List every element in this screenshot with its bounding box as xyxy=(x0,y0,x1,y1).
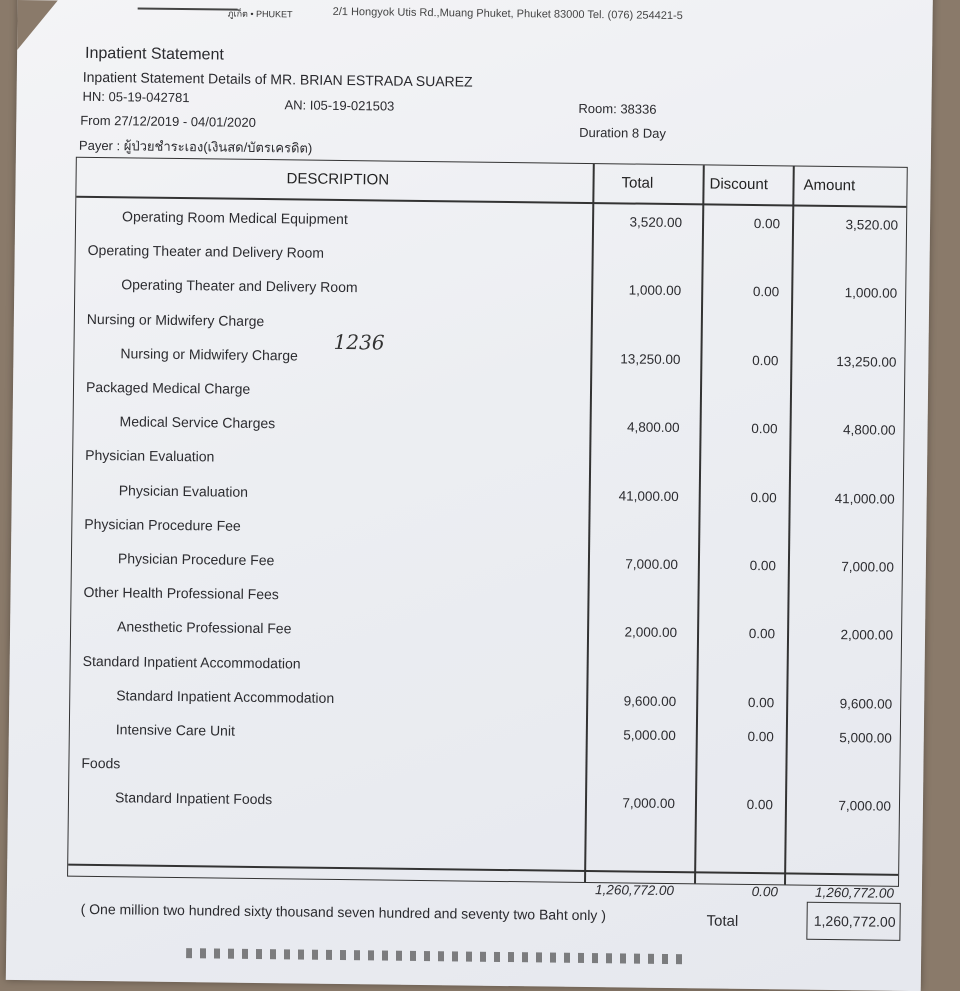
line-item-total: 9,600.00 xyxy=(623,693,677,709)
document-title: Inpatient Statement xyxy=(85,44,224,64)
line-item-description: Standard Inpatient Foods xyxy=(114,789,273,808)
header-total: Total xyxy=(621,174,654,192)
subtotal-discount: 0.00 xyxy=(751,884,779,900)
folded-corner xyxy=(17,0,58,50)
line-item-amount: 7,000.00 xyxy=(838,798,892,815)
subtotal-amount: 1,260,772.00 xyxy=(814,884,894,901)
footer-print-strip xyxy=(186,948,686,964)
header-divider xyxy=(76,196,906,208)
header-discount: Discount xyxy=(709,175,769,194)
date-range: From 27/12/2019 - 04/01/2020 xyxy=(80,112,256,130)
category-heading: Physician Evaluation xyxy=(85,447,215,465)
line-item-description: Intensive Care Unit xyxy=(115,721,236,739)
category-heading: Nursing or Midwifery Charge xyxy=(86,310,265,329)
room-field: Room: 38336 xyxy=(578,100,657,117)
line-item-discount: 0.00 xyxy=(747,728,774,745)
details-label: Inpatient Statement Details of xyxy=(82,68,267,88)
line-item-discount: 0.00 xyxy=(747,694,775,711)
patient-name: MR. BRIAN ESTRADA SUAREZ xyxy=(270,71,473,90)
category-heading: Standard Inpatient Accommodation xyxy=(82,652,301,672)
line-item-description: Physician Evaluation xyxy=(118,481,249,500)
category-heading: Foods xyxy=(81,755,121,772)
hn-field: HN: 05-19-042781 xyxy=(82,88,190,106)
line-item-total: 5,000.00 xyxy=(623,727,676,744)
line-item-description: Operating Theater and Delivery Room xyxy=(121,276,358,296)
line-item-discount: 0.00 xyxy=(752,352,779,369)
line-item-amount: 4,800.00 xyxy=(842,422,896,438)
line-item-description: Medical Service Charges xyxy=(119,413,276,432)
handwritten-note: 1236 xyxy=(333,329,385,355)
details-line xyxy=(83,69,473,90)
hospital-logo-text: ภูเก็ต • PHUKET xyxy=(227,8,293,20)
line-item-total: 7,000.00 xyxy=(625,556,678,573)
line-item-description: Anesthetic Professional Fee xyxy=(117,618,292,637)
col-divider xyxy=(694,165,704,883)
line-item-description: Physician Procedure Fee xyxy=(117,550,275,569)
category-heading: Physician Procedure Fee xyxy=(84,515,241,534)
col-divider xyxy=(784,166,794,884)
line-item-amount: 2,000.00 xyxy=(840,627,894,644)
header-description: DESCRIPTION xyxy=(286,170,390,189)
total-label: Total xyxy=(706,912,739,930)
amount-in-words-box xyxy=(66,893,806,936)
line-item-discount: 0.00 xyxy=(751,421,778,437)
subtotal-divider xyxy=(68,864,898,876)
line-item-description: Operating Room Medical Equipment xyxy=(122,208,348,228)
statement-paper xyxy=(6,0,933,991)
line-item-discount: 0.00 xyxy=(753,216,781,232)
line-item-total: 2,000.00 xyxy=(624,624,678,641)
payer-field: Payer : ผู้ป่วยชำระเอง(เงินสด/บัตรเครดิต) xyxy=(78,137,313,156)
col-divider xyxy=(584,164,594,882)
line-item-amount: 9,600.00 xyxy=(839,695,893,712)
line-item-discount: 0.00 xyxy=(749,557,776,574)
line-item-total: 1,000.00 xyxy=(628,282,682,299)
line-item-discount: 0.00 xyxy=(746,797,774,813)
an-field: AN: I05-19-021503 xyxy=(284,97,395,114)
line-item-discount: 0.00 xyxy=(750,489,777,505)
line-item-total: 41,000.00 xyxy=(618,487,679,504)
line-item-discount: 0.00 xyxy=(748,626,776,642)
duration-field: Duration 8 Day xyxy=(579,124,666,141)
grand-total-cell xyxy=(806,902,900,941)
line-item-amount: 41,000.00 xyxy=(834,490,895,507)
line-item-amount: 7,000.00 xyxy=(841,559,894,575)
charges-table xyxy=(67,157,908,901)
line-item-discount: 0.00 xyxy=(752,284,780,300)
line-item-amount: 1,000.00 xyxy=(844,285,898,302)
category-heading: Other Health Professional Fees xyxy=(83,584,279,603)
grand-total-value: 1,260,772.00 xyxy=(813,912,896,930)
line-item-amount: 13,250.00 xyxy=(836,353,897,370)
header-rule xyxy=(138,7,238,10)
line-item-total: 4,800.00 xyxy=(626,419,680,436)
line-item-amount: 5,000.00 xyxy=(839,730,892,746)
line-item-total: 13,250.00 xyxy=(620,351,681,367)
line-item-amount: 3,520.00 xyxy=(845,217,899,233)
subtotal-total: 1,260,772.00 xyxy=(595,882,675,899)
line-item-description: Nursing or Midwifery Charge xyxy=(120,345,298,364)
category-heading: Operating Theater and Delivery Room xyxy=(87,242,325,261)
line-item-description: Standard Inpatient Accommodation xyxy=(116,687,335,706)
line-item-total: 3,520.00 xyxy=(629,214,683,231)
hospital-address: 2/1 Hongyok Utis Rd.,Muang Phuket, Phuket 83000 Tel. (076) 254421-5 xyxy=(332,5,683,23)
line-item-total: 7,000.00 xyxy=(622,795,676,812)
header-amount: Amount xyxy=(803,176,856,195)
category-heading: Packaged Medical Charge xyxy=(85,378,251,397)
amount-in-words: ( One million two hundred sixty thousand seven hundred and seventy two Baht only ) xyxy=(80,900,607,924)
